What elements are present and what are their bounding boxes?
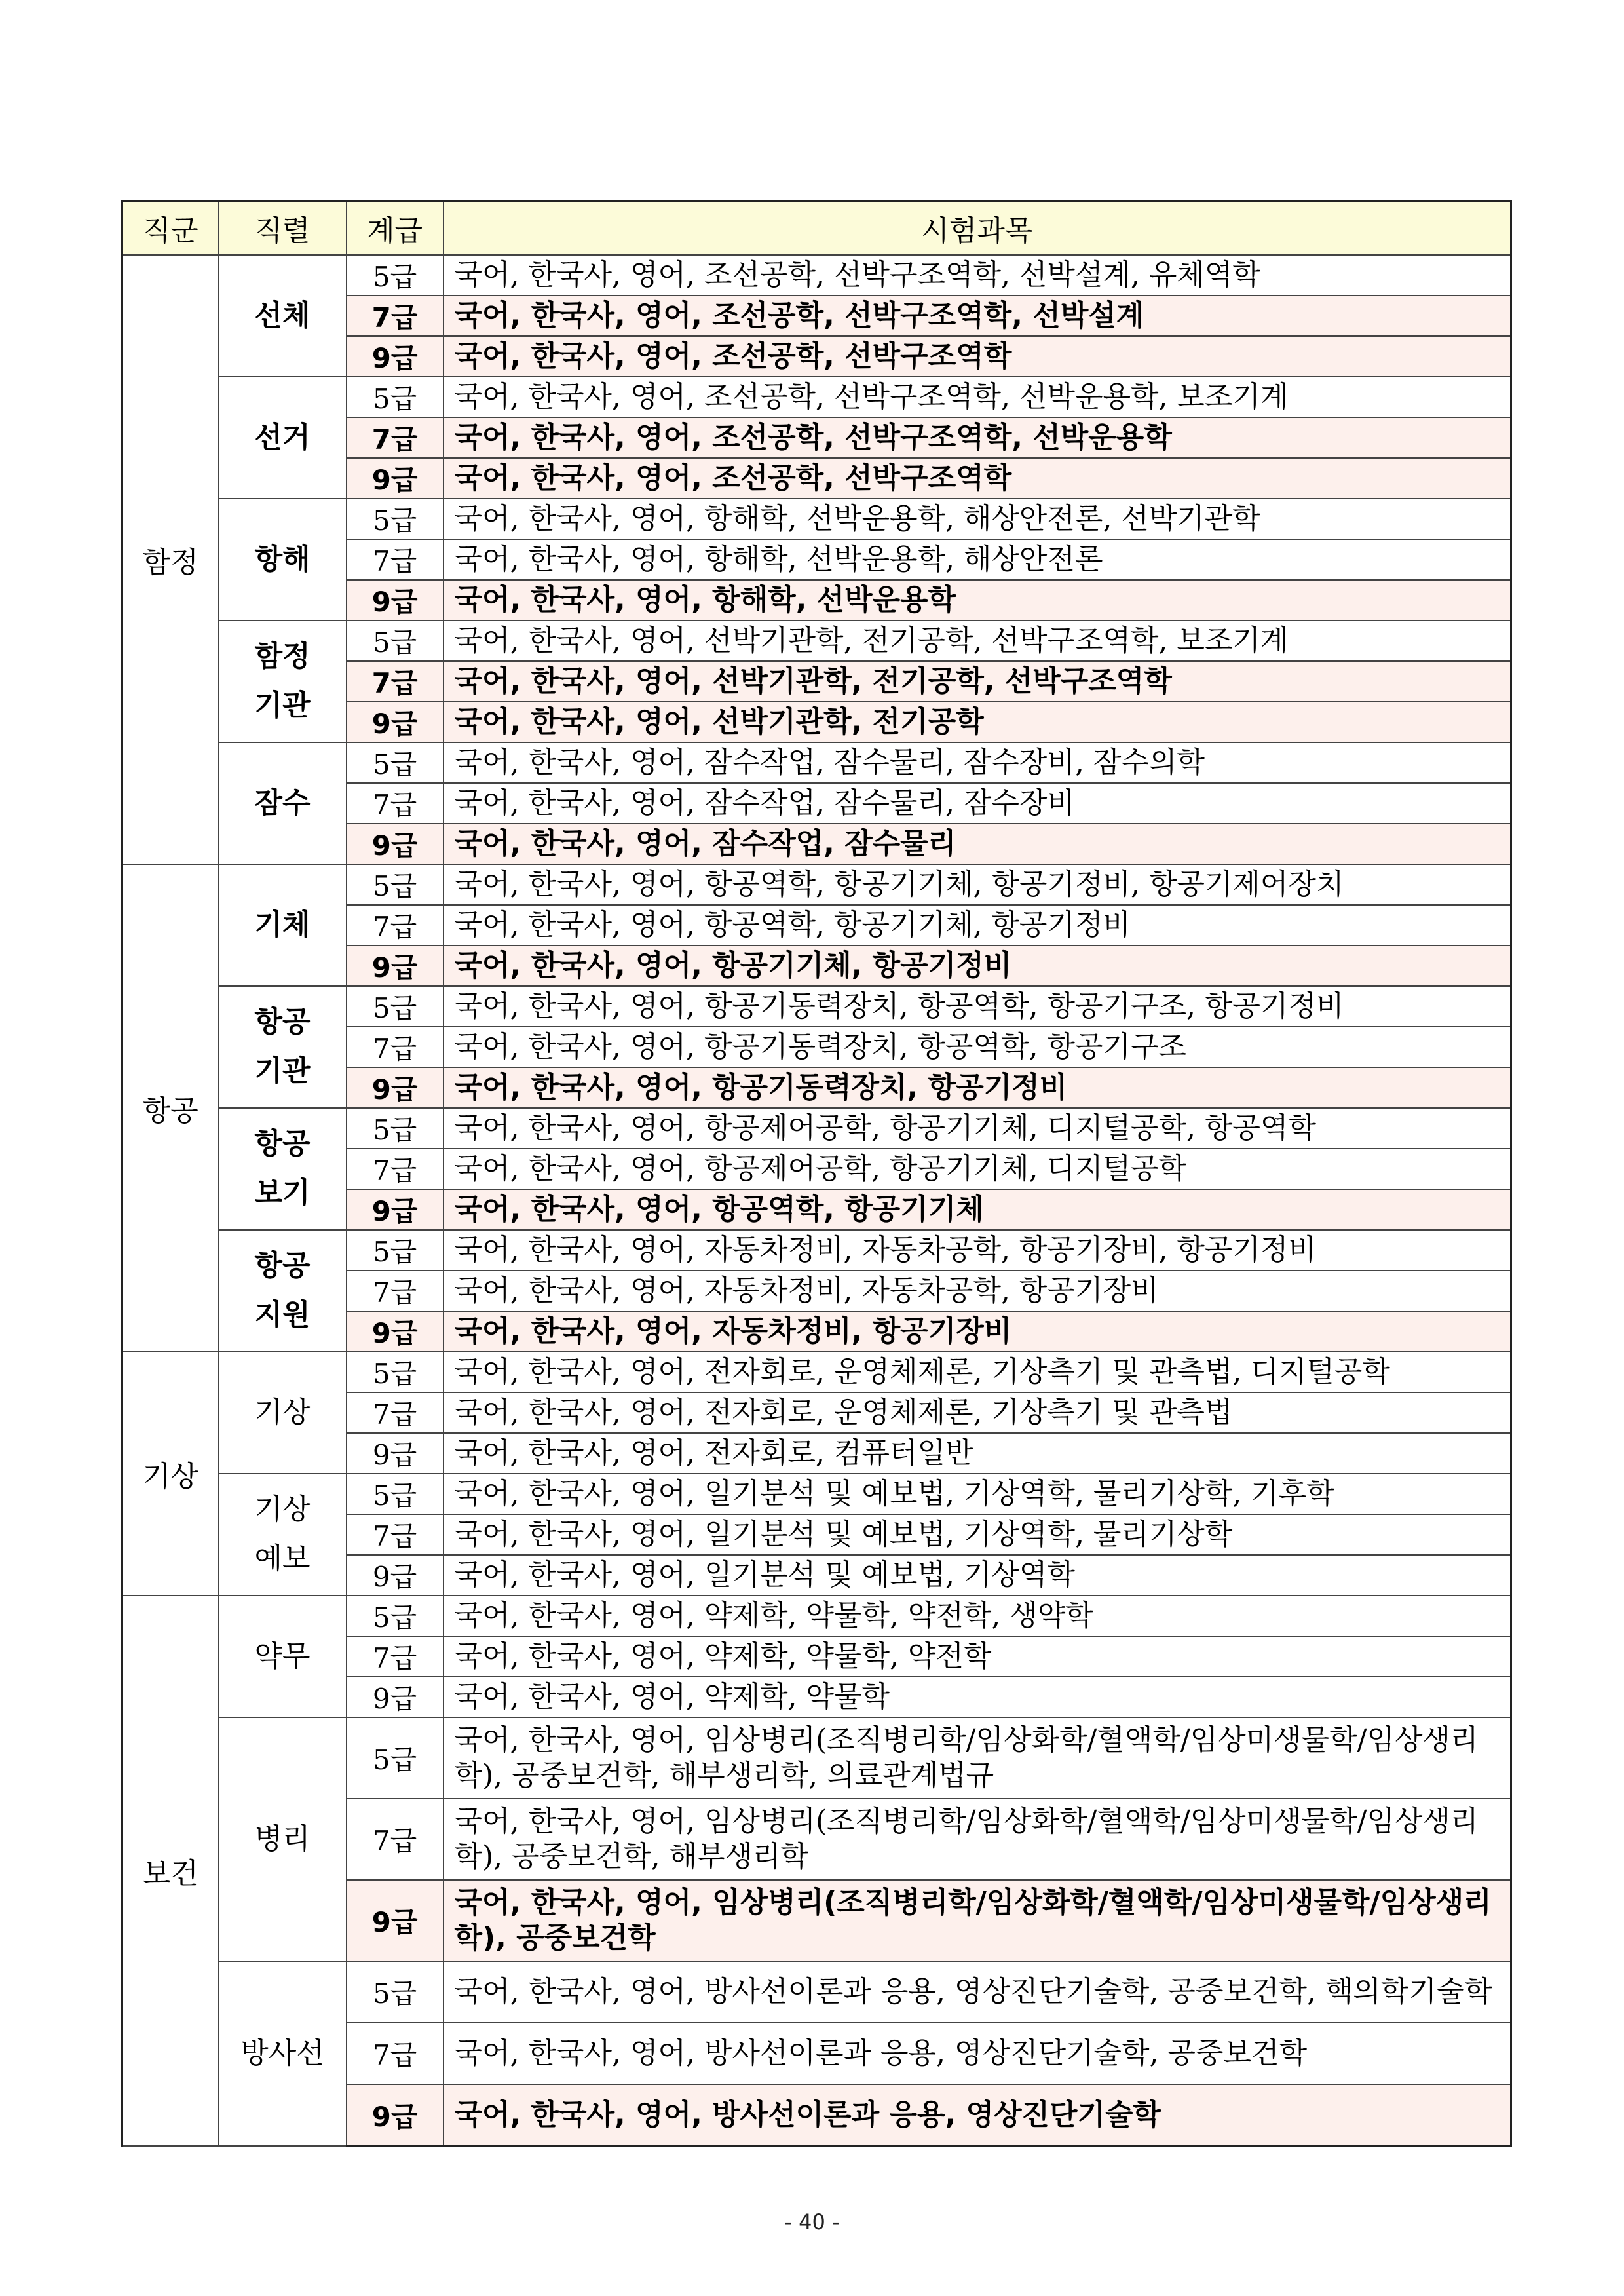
grade-cell: 5급 — [347, 1596, 444, 1636]
table-row — [123, 1230, 1511, 1271]
subjects-cell: 국어, 한국사, 영어, 조선공학, 선박구조역학, 선박운용학 — [444, 417, 1511, 458]
subjects-cell: 국어, 한국사, 영어, 전자회로, 운영체제론, 기상측기 및 관측법, 디지털공학 — [444, 1352, 1511, 1392]
job-cell: 항공 보기 — [219, 1108, 347, 1230]
subjects-cell: 국어, 한국사, 영어, 조선공학, 선박구조역학, 선박설계 — [444, 296, 1511, 336]
job-cell: 기체 — [219, 864, 347, 986]
grade-cell: 7급 — [347, 2023, 444, 2084]
exam-subjects-table — [121, 200, 1512, 2147]
grade-cell: 5급 — [347, 1474, 444, 1514]
subjects-cell: 국어, 한국사, 영어, 잠수작업, 잠수물리, 잠수장비, 잠수의학 — [444, 742, 1511, 783]
job-cell: 선거 — [219, 377, 347, 499]
subjects-cell: 국어, 한국사, 영어, 임상병리(조직병리학/임상화학/혈액학/임상미생물학/임상생리학), 공중보건학, 해부생리학 — [444, 1799, 1511, 1880]
table-row — [123, 1352, 1511, 1392]
table-row — [123, 1961, 1511, 2023]
subjects-cell: 국어, 한국사, 영어, 자동차정비, 자동차공학, 항공기장비 — [444, 1271, 1511, 1311]
grade-cell: 9급 — [347, 2084, 444, 2146]
table-row — [123, 499, 1511, 539]
grade-cell: 5급 — [347, 255, 444, 296]
grade-cell: 9급 — [347, 1311, 444, 1352]
grade-cell: 9급 — [347, 702, 444, 742]
subjects-cell: 국어, 한국사, 영어, 약제학, 약물학, 약전학, 생약학 — [444, 1596, 1511, 1636]
grade-cell: 7급 — [347, 1149, 444, 1189]
page-number: - 40 - — [784, 2210, 840, 2234]
grade-cell: 9급 — [347, 1189, 444, 1230]
grade-cell: 9급 — [347, 336, 444, 377]
job-cell: 선체 — [219, 255, 347, 377]
subjects-cell: 국어, 한국사, 영어, 약제학, 약물학, 약전학 — [444, 1636, 1511, 1677]
grade-cell: 7급 — [347, 539, 444, 580]
job-cell: 병리 — [219, 1717, 347, 1961]
job-cell: 기상 예보 — [219, 1474, 347, 1596]
group-cell: 항공 — [123, 864, 219, 1352]
subjects-cell: 국어, 한국사, 영어, 항공역학, 항공기기체, 항공기정비 — [444, 905, 1511, 946]
table-row — [123, 1717, 1511, 1799]
grade-cell: 5급 — [347, 1717, 444, 1799]
grade-cell: 7급 — [347, 1514, 444, 1555]
job-cell: 기상 — [219, 1352, 347, 1474]
job-cell: 항공 지원 — [219, 1230, 347, 1352]
subjects-cell: 국어, 한국사, 영어, 일기분석 및 예보법, 기상역학, 물리기상학 — [444, 1514, 1511, 1555]
grade-cell: 7급 — [347, 1027, 444, 1067]
subjects-cell: 국어, 한국사, 영어, 잠수작업, 잠수물리, 잠수장비 — [444, 783, 1511, 824]
subjects-cell: 국어, 한국사, 영어, 항공기동력장치, 항공기정비 — [444, 1067, 1511, 1108]
grade-cell: 7급 — [347, 905, 444, 946]
subjects-cell: 국어, 한국사, 영어, 자동차정비, 항공기장비 — [444, 1311, 1511, 1352]
grade-cell: 7급 — [347, 1392, 444, 1433]
grade-cell: 7급 — [347, 417, 444, 458]
table-row — [123, 742, 1511, 783]
table-row — [123, 621, 1511, 661]
grade-cell: 5급 — [347, 986, 444, 1027]
subjects-cell: 국어, 한국사, 영어, 약제학, 약물학 — [444, 1677, 1511, 1717]
subjects-cell: 국어, 한국사, 영어, 조선공학, 선박구조역학, 선박운용학, 보조기계 — [444, 377, 1511, 417]
table-row — [123, 255, 1511, 296]
header-subjects: 시험과목 — [444, 201, 1511, 256]
subjects-cell: 국어, 한국사, 영어, 방사선이론과 응용, 영상진단기술학 — [444, 2084, 1511, 2146]
subjects-cell: 국어, 한국사, 영어, 항공역학, 항공기기체 — [444, 1189, 1511, 1230]
subjects-cell: 국어, 한국사, 영어, 항공역학, 항공기기체, 항공기정비, 항공기제어장치 — [444, 864, 1511, 905]
subjects-cell: 국어, 한국사, 영어, 방사선이론과 응용, 영상진단기술학, 공중보건학 — [444, 2023, 1511, 2084]
group-cell: 보건 — [123, 1596, 219, 2146]
table-row — [123, 864, 1511, 905]
grade-cell: 7급 — [347, 296, 444, 336]
grade-cell: 5급 — [347, 1961, 444, 2023]
subjects-cell: 국어, 한국사, 영어, 조선공학, 선박구조역학 — [444, 336, 1511, 377]
table-header-row — [123, 201, 1511, 256]
subjects-cell: 국어, 한국사, 영어, 일기분석 및 예보법, 기상역학, 물리기상학, 기후학 — [444, 1474, 1511, 1514]
subjects-cell: 국어, 한국사, 영어, 항공기동력장치, 항공역학, 항공기구조, 항공기정비 — [444, 986, 1511, 1027]
grade-cell: 9급 — [347, 1433, 444, 1474]
group-cell: 기상 — [123, 1352, 219, 1596]
subjects-cell: 국어, 한국사, 영어, 임상병리(조직병리학/임상화학/혈액학/임상미생물학/임상생리학), 공중보건학, 해부생리학, 의료관계법규 — [444, 1717, 1511, 1799]
subjects-cell: 국어, 한국사, 영어, 잠수작업, 잠수물리 — [444, 824, 1511, 864]
header-job: 직렬 — [219, 201, 347, 256]
grade-cell: 5급 — [347, 377, 444, 417]
subjects-cell: 국어, 한국사, 영어, 조선공학, 선박구조역학, 선박설계, 유체역학 — [444, 255, 1511, 296]
table-row — [123, 1108, 1511, 1149]
subjects-cell: 국어, 한국사, 영어, 선박기관학, 전기공학, 선박구조역학 — [444, 661, 1511, 702]
grade-cell: 9급 — [347, 824, 444, 864]
grade-cell: 9급 — [347, 1555, 444, 1596]
job-cell: 방사선 — [219, 1961, 347, 2146]
job-cell: 약무 — [219, 1596, 347, 1717]
job-cell: 잠수 — [219, 742, 347, 864]
group-cell: 함정 — [123, 255, 219, 864]
subjects-cell: 국어, 한국사, 영어, 전자회로, 운영체제론, 기상측기 및 관측법 — [444, 1392, 1511, 1433]
grade-cell: 7급 — [347, 1799, 444, 1880]
grade-cell: 7급 — [347, 661, 444, 702]
subjects-cell: 국어, 한국사, 영어, 선박기관학, 전기공학, 선박구조역학, 보조기계 — [444, 621, 1511, 661]
grade-cell: 9급 — [347, 1880, 444, 1961]
table-row — [123, 986, 1511, 1027]
grade-cell: 5급 — [347, 499, 444, 539]
subjects-cell: 국어, 한국사, 영어, 자동차정비, 자동차공학, 항공기장비, 항공기정비 — [444, 1230, 1511, 1271]
grade-cell: 9급 — [347, 1677, 444, 1717]
job-cell: 함정 기관 — [219, 621, 347, 742]
subjects-cell: 국어, 한국사, 영어, 조선공학, 선박구조역학 — [444, 458, 1511, 499]
grade-cell: 5급 — [347, 742, 444, 783]
subjects-cell: 국어, 한국사, 영어, 선박기관학, 전기공학 — [444, 702, 1511, 742]
job-cell: 항해 — [219, 499, 347, 621]
grade-cell: 9급 — [347, 458, 444, 499]
grade-cell: 9급 — [347, 580, 444, 621]
grade-cell: 7급 — [347, 783, 444, 824]
grade-cell: 5급 — [347, 864, 444, 905]
grade-cell: 5급 — [347, 1230, 444, 1271]
table-row — [123, 377, 1511, 417]
subjects-cell: 국어, 한국사, 영어, 전자회로, 컴퓨터일반 — [444, 1433, 1511, 1474]
table-row — [123, 1596, 1511, 1636]
subjects-cell: 국어, 한국사, 영어, 항공제어공학, 항공기기체, 디지털공학 — [444, 1149, 1511, 1189]
table-row — [123, 1474, 1511, 1514]
grade-cell: 9급 — [347, 1067, 444, 1108]
subjects-cell: 국어, 한국사, 영어, 항공기기체, 항공기정비 — [444, 946, 1511, 986]
subjects-cell: 국어, 한국사, 영어, 항공제어공학, 항공기기체, 디지털공학, 항공역학 — [444, 1108, 1511, 1149]
grade-cell: 7급 — [347, 1271, 444, 1311]
subjects-cell: 국어, 한국사, 영어, 임상병리(조직병리학/임상화학/혈액학/임상미생물학/임상생리학), 공중보건학 — [444, 1880, 1511, 1961]
grade-cell: 7급 — [347, 1636, 444, 1677]
grade-cell: 5급 — [347, 621, 444, 661]
grade-cell: 9급 — [347, 946, 444, 986]
grade-cell: 5급 — [347, 1108, 444, 1149]
header-group: 직군 — [123, 201, 219, 256]
subjects-cell: 국어, 한국사, 영어, 항해학, 선박운용학 — [444, 580, 1511, 621]
subjects-cell: 국어, 한국사, 영어, 항해학, 선박운용학, 해상안전론, 선박기관학 — [444, 499, 1511, 539]
job-cell: 항공 기관 — [219, 986, 347, 1108]
subjects-cell: 국어, 한국사, 영어, 항해학, 선박운용학, 해상안전론 — [444, 539, 1511, 580]
grade-cell: 5급 — [347, 1352, 444, 1392]
subjects-cell: 국어, 한국사, 영어, 항공기동력장치, 항공역학, 항공기구조 — [444, 1027, 1511, 1067]
subjects-cell: 국어, 한국사, 영어, 방사선이론과 응용, 영상진단기술학, 공중보건학, 핵의학기술학 — [444, 1961, 1511, 2023]
header-grade: 계급 — [347, 201, 444, 256]
subjects-cell: 국어, 한국사, 영어, 일기분석 및 예보법, 기상역학 — [444, 1555, 1511, 1596]
